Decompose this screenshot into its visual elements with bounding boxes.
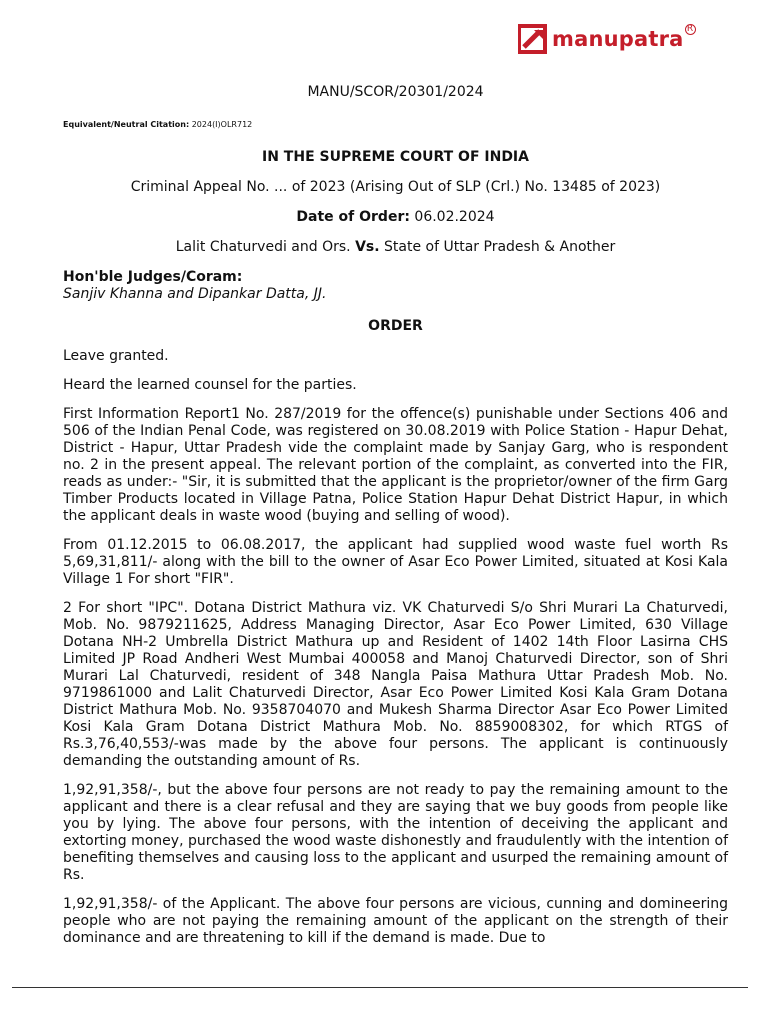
parties-line <box>63 239 728 255</box>
paragraph-5: 2 For short "IPC". Dotana District Mathura viz. VK Chaturvedi S/o Shri Murari La Chaturvedi, Mob. No. 9879211625, Address Managing Director, Asar Eco Power Limited, 630 Village Dotana NH-2 Umbrella District Mathura up and Resident of 1402 14th Floor Lasirna CHS Limited JP Road Andheri West Mumbai 400058 and Manoj Chaturvedi Director, son of Shri Murari Lal Chaturvedi, resident of 348 Nangla Paisa Mathura Uttar Pradesh Mob. No. 9719861000 and Lalit Chaturvedi Director, Asar Eco Power Limited Kosi Kala Gram Dotana District Mathura Mob. No. 9358704070 and Mukesh Sharma Director Asar Eco Power Limited Kosi Kala Gram Dotana District Mathura Mob. No. 8859008302, for which RTGS of Rs.3,76,40,553/-was made by the above four persons. The applicant is continuously demanding the outstanding amount of Rs. <box>63 600 728 769</box>
appellant: Lalit Chaturvedi and Ors. <box>175 239 351 255</box>
citation-label: Equivalent/Neutral Citation: <box>63 120 190 129</box>
registered-mark-icon: R <box>685 24 696 35</box>
order-heading: ORDER <box>368 318 423 334</box>
court-name: IN THE SUPREME COURT OF INDIA <box>262 149 529 165</box>
manupatra-logo-icon <box>518 24 548 54</box>
order-date-line <box>63 209 728 225</box>
paragraph-6: 1,92,91,358/-, but the above four persons are not ready to pay the remaining amount to the applicant and there is a clear refusal and they are saying that we buy goods from people like you by lying. The above four persons, with the intention of deceiving the applicant and extorting money, purchased the wood waste dishonestly and fraudulently with the intention of benefiting themselves and causing loss to the applicant and usurped the remaining amount of Rs. <box>63 782 728 883</box>
order-date-label: Date of Order: <box>296 209 410 225</box>
judges-heading: Hon'ble Judges/Coram: <box>63 269 243 285</box>
logo-text: manupatra <box>552 27 684 51</box>
footer-divider <box>12 987 748 988</box>
paragraph-2: Heard the learned counsel for the parties. <box>63 377 357 393</box>
judges-block <box>63 269 728 303</box>
paragraph-7: 1,92,91,358/- of the Applicant. The above four persons are vicious, cunning and domineering people who are not paying the remaining amount of the applicant on the strength of their dominance and are threatening to kill if the demand is made. Due to <box>63 896 728 946</box>
order-date-value: 06.02.2024 <box>414 209 495 225</box>
appeal-number: Criminal Appeal No. ... of 2023 (Arising Out of SLP (Crl.) No. 13485 of 2023) <box>130 179 661 195</box>
versus: Vs. <box>355 239 380 255</box>
judges-names: Sanjiv Khanna and Dipankar Datta, JJ. <box>63 286 327 302</box>
document-id: MANU/SCOR/20301/2024 <box>307 84 484 100</box>
manupatra-logo <box>518 22 710 56</box>
document-body <box>63 84 728 959</box>
paragraph-1: Leave granted. <box>63 348 169 364</box>
citation-value: 2024(I)OLR712 <box>191 120 253 129</box>
citation-line <box>63 120 728 129</box>
respondent: State of Uttar Pradesh & Another <box>384 239 616 255</box>
paragraph-4: From 01.12.2015 to 06.08.2017, the applicant had supplied wood waste fuel worth Rs 5,69,31,811/- along with the bill to the owner of Asar Eco Power Limited, situated at Kosi Kala Village 1 For short "FIR". <box>63 537 728 587</box>
paragraph-3: First Information Report1 No. 287/2019 for the offence(s) punishable under Sections 406 and 506 of the Indian Penal Code, was registered on 30.08.2019 with Police Station - Hapur Dehat, District - Hapur, Uttar Pradesh vide the complaint made by Sanjay Garg, who is respondent no. 2 in the present appeal. The relevant portion of the complaint, as converted into the FIR, reads as under:- "Sir, it is submitted that the applicant is the proprietor/owner of the firm Garg Timber Products located in Village Patna, Police Station Hapur Dehat District Hapur, in which the applicant deals in waste wood (buying and selling of wood). <box>63 406 728 524</box>
